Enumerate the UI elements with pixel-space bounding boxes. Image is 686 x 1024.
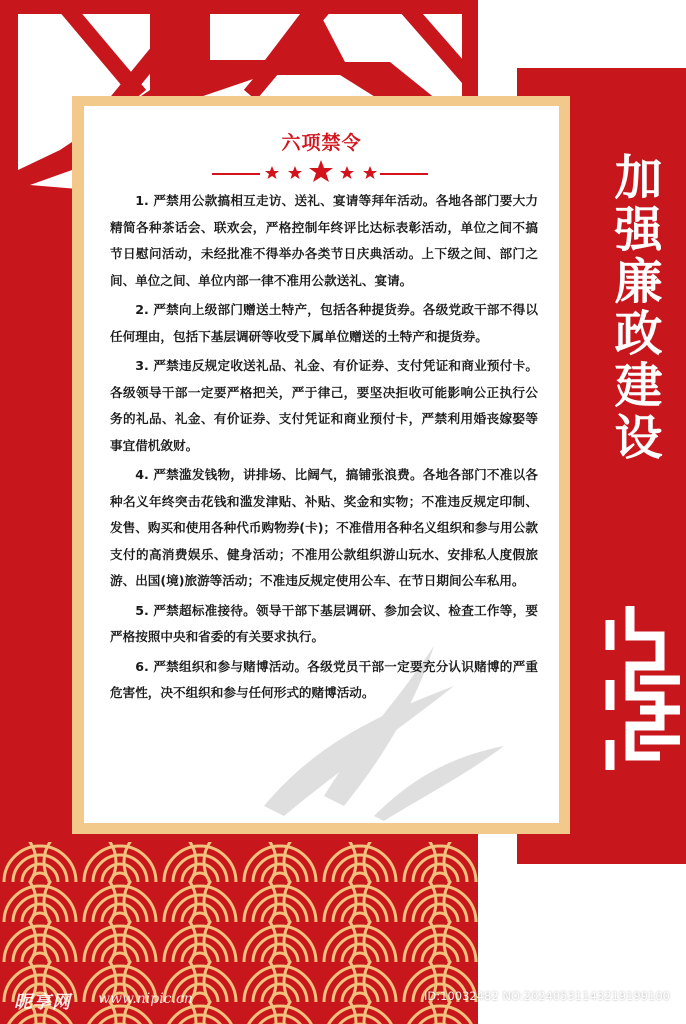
prohibition-item-5: 5. 严禁超标准接待。领导干部下基层调研、参加会议、检查工作等，要严格按照中央和省委的有关要求执行。 bbox=[110, 602, 538, 644]
banner-title: 加强廉政建设 bbox=[606, 152, 662, 464]
image-id-stamp: ID:10032482 NO:20240531143219199100 bbox=[424, 989, 670, 1003]
prohibition-item-4: 4. 严禁滥发钱物，讲排场、比阔气，搞铺张浪费。各地各部门不准以各种名义年终突击花钱和滥发津贴、补贴、奖金和实物；不准违反规定印制、发售、购买和使用各种代币购物券(卡)；不准借用各种名义组织和参与用公款支付的高消费娱乐、健身活动；不准用公款组织游山玩水、安排私人度假旅游、出国(境)旅游等活动；不准违反规定使用公车、在节日期间公车私用。 bbox=[110, 467, 538, 588]
chinese-knot-ornament bbox=[590, 600, 686, 780]
notice-card bbox=[84, 106, 559, 823]
prohibition-item-3: 3. 严禁违反规定收送礼品、礼金、有价证券、支付凭证和商业预付卡。各级领导干部一定要严格把关，严于律己，要坚决拒收可能影响公正执行公务的礼品、礼金、有价证券、支付凭证和商业预付卡，严禁利用婚丧嫁娶等事宜借机敛财。 bbox=[110, 358, 538, 453]
watermark-url: www.nipic.cn bbox=[98, 991, 193, 1007]
title-divider-right bbox=[380, 173, 428, 175]
prohibitions-text bbox=[110, 188, 538, 710]
five-stars-icon bbox=[262, 158, 380, 186]
title-divider-left bbox=[212, 173, 260, 175]
card-title: 六项禁令 bbox=[281, 132, 362, 154]
prohibition-item-1: 1. 严禁用公款搞相互走访、送礼、宴请等拜年活动。各地各部门要大力精简各种茶话会、联欢会，严格控制年终评比达标表彰活动，单位之间不搞节日慰问活动，未经批准不得举办各类节日庆典活动。上下级之间、部门之间、单位之间、单位内部一律不准用公款送礼、宴请。 bbox=[110, 193, 538, 288]
prohibition-item-2: 2. 严禁向上级部门赠送土特产，包括各种提货券。各级党政干部不得以任何理由，包括下基层调研等收受下属单位赠送的土特产和提货券。 bbox=[110, 302, 538, 344]
prohibition-item-6: 6. 严禁组织和参与赌博活动。各级党员干部一定要充分认识赌博的严重危害性，决不组织和参与任何形式的赌博活动。 bbox=[110, 658, 538, 700]
auspicious-wave-pattern bbox=[0, 842, 478, 1024]
watermark-logo: 昵享网 bbox=[14, 992, 71, 1013]
